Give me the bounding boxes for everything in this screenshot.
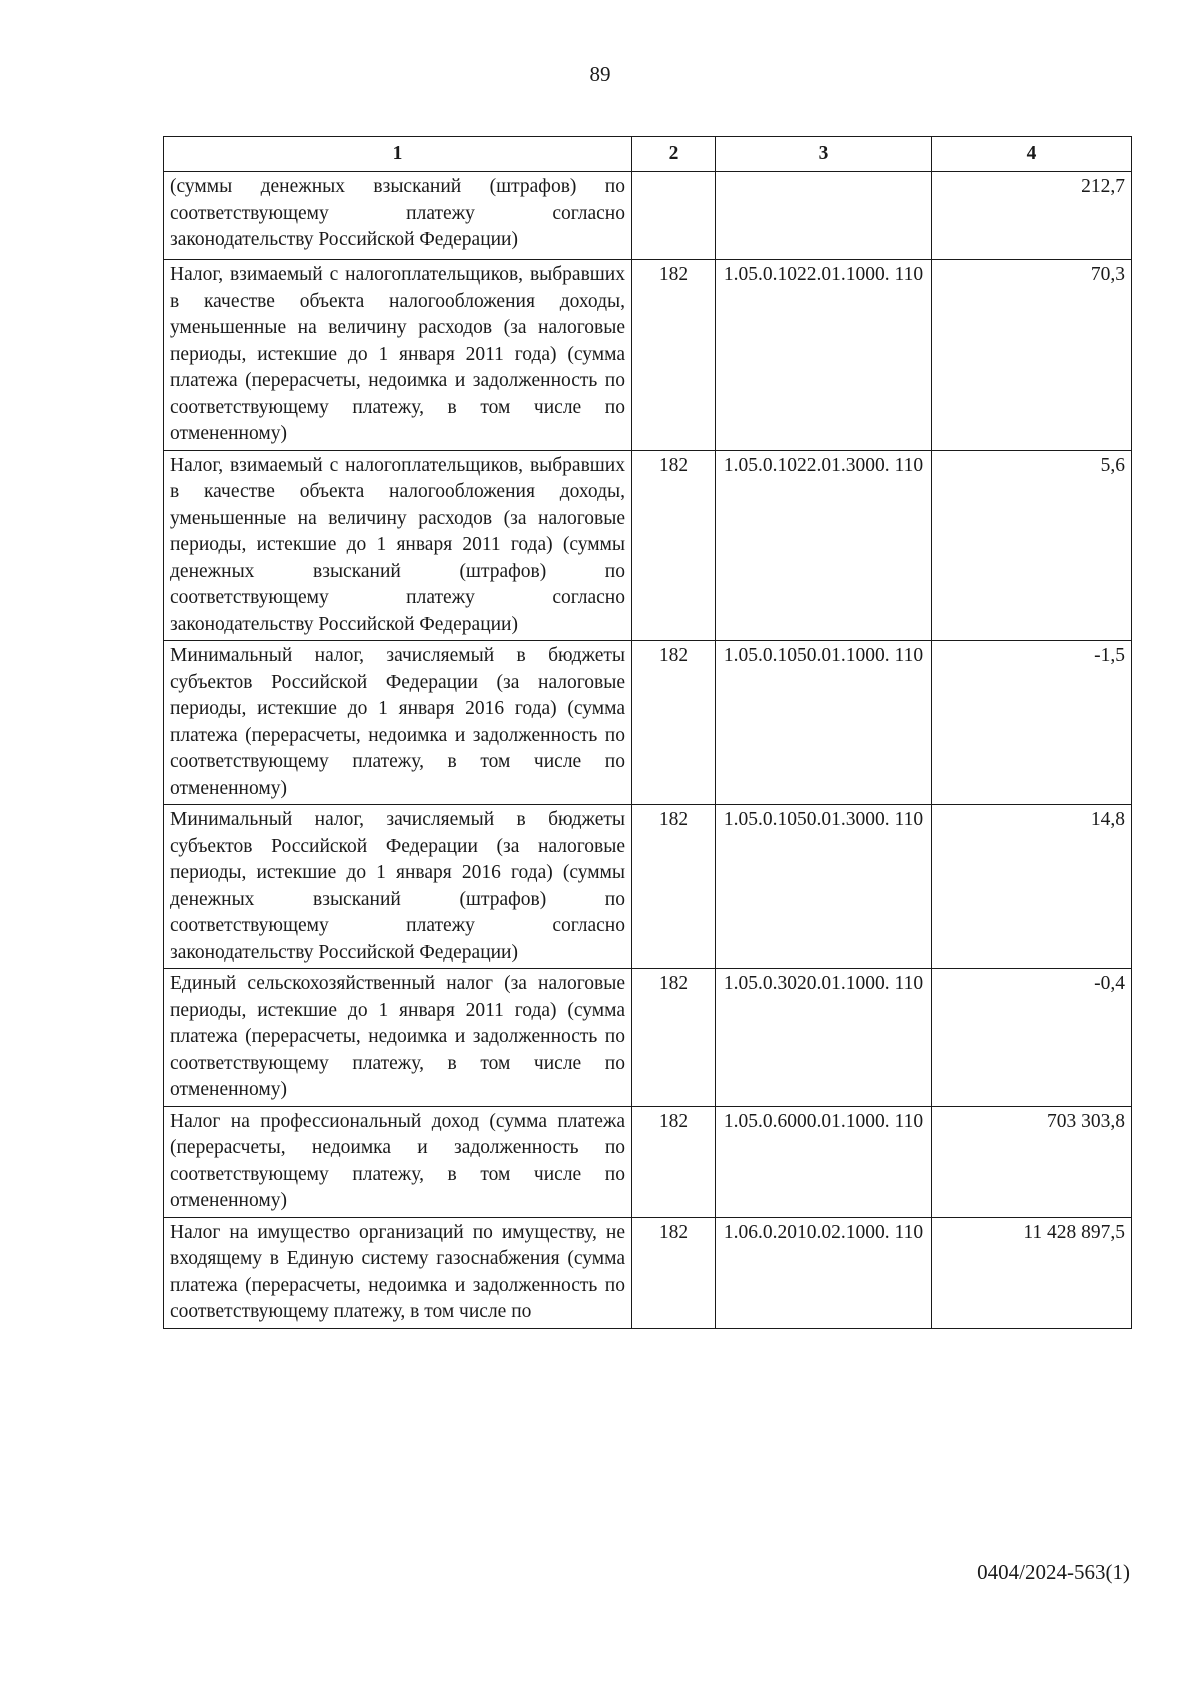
admin-code: 182	[632, 450, 716, 641]
amount: 14,8	[932, 805, 1132, 969]
income-name: Минимальный налог, зачисляемый в бюджеты субъектов Российской Федерации (за налоговые периоды, истекшие до 1 января 2016 года) (суммы денежных взысканий (штрафов) по соответствующему платежу согласно законодательству Российской Федерации)	[164, 805, 632, 969]
admin-code: 182	[632, 260, 716, 451]
admin-code: 182	[632, 1217, 716, 1328]
document-id: 0404/2024-563(1)	[977, 1560, 1130, 1584]
budget-classification-code: 1.05.0.6000.01.1000. 110	[716, 1106, 932, 1217]
amount: 703 303,8	[932, 1106, 1132, 1217]
budget-classification-code: 1.05.0.1050.01.1000. 110	[716, 641, 932, 805]
admin-code: 182	[632, 641, 716, 805]
amount: -0,4	[932, 969, 1132, 1107]
admin-code: 182	[632, 1106, 716, 1217]
table-row	[164, 805, 1132, 969]
admin-code: 182	[632, 969, 716, 1107]
amount: 70,3	[932, 260, 1132, 451]
income-name: (суммы денежных взысканий (штрафов) по соответствующему платежу согласно законодательству Российской Федерации)	[164, 172, 632, 260]
budget-classification-code: 1.05.0.1050.01.3000. 110	[716, 805, 932, 969]
table-row	[164, 1106, 1132, 1217]
admin-code	[632, 172, 716, 260]
budget-classification-code: 1.05.0.1022.01.3000. 110	[716, 450, 932, 641]
budget-classification-code: 1.05.0.1022.01.1000. 110	[716, 260, 932, 451]
budget-classification-code: 1.05.0.3020.01.1000. 110	[716, 969, 932, 1107]
amount: 11 428 897,5	[932, 1217, 1132, 1328]
page-number: 89	[589, 62, 611, 86]
income-name: Налог на имущество организаций по имуществу, не входящему в Единую систему газоснабжения (сумма платежа (перерасчеты, недоимка и задолженность по соответствующему платежу, в том числе по	[164, 1217, 632, 1328]
table-row	[164, 450, 1132, 641]
income-name: Налог, взимаемый с налогоплательщиков, выбравших в качестве объекта налогообложения доходы, уменьшенные на величину расходов (за налоговые периоды, истекшие до 1 января 2011 года) (суммы денежных взысканий (штрафов) по соответствующему платежу согласно законодательству Российской Федерации)	[164, 450, 632, 641]
amount: 212,7	[932, 172, 1132, 260]
amount: -1,5	[932, 641, 1132, 805]
column-header-4: 4	[932, 137, 1132, 172]
table-header-row	[164, 137, 1132, 172]
table-row	[164, 172, 1132, 260]
budget-classification-code	[716, 172, 932, 260]
income-name: Минимальный налог, зачисляемый в бюджеты субъектов Российской Федерации (за налоговые периоды, истекшие до 1 января 2016 года) (сумма платежа (перерасчеты, недоимка и задолженность по соответствующему платежу, в том числе по отмененному)	[164, 641, 632, 805]
table-row	[164, 641, 1132, 805]
income-name: Единый сельскохозяйственный налог (за налоговые периоды, истекшие до 1 января 2011 года) (сумма платежа (перерасчеты, недоимка и задолженность по соответствующему платежу, в том числе по отмененному)	[164, 969, 632, 1107]
column-header-3: 3	[716, 137, 932, 172]
table-row	[164, 260, 1132, 451]
budget-classification-code: 1.06.0.2010.02.1000. 110	[716, 1217, 932, 1328]
income-name: Налог, взимаемый с налогоплательщиков, выбравших в качестве объекта налогообложения доходы, уменьшенные на величину расходов (за налоговые периоды, истекшие до 1 января 2011 года) (сумма платежа (перерасчеты, недоимка и задолженность по соответствующему платежу, в том числе по отмененному)	[164, 260, 632, 451]
column-header-1: 1	[164, 137, 632, 172]
column-header-2: 2	[632, 137, 716, 172]
table-row	[164, 969, 1132, 1107]
revenue-table	[163, 136, 1132, 1329]
admin-code: 182	[632, 805, 716, 969]
amount: 5,6	[932, 450, 1132, 641]
table-row	[164, 1217, 1132, 1328]
income-name: Налог на профессиональный доход (сумма платежа (перерасчеты, недоимка и задолженность по соответствующему платежу, в том числе по отмененному)	[164, 1106, 632, 1217]
